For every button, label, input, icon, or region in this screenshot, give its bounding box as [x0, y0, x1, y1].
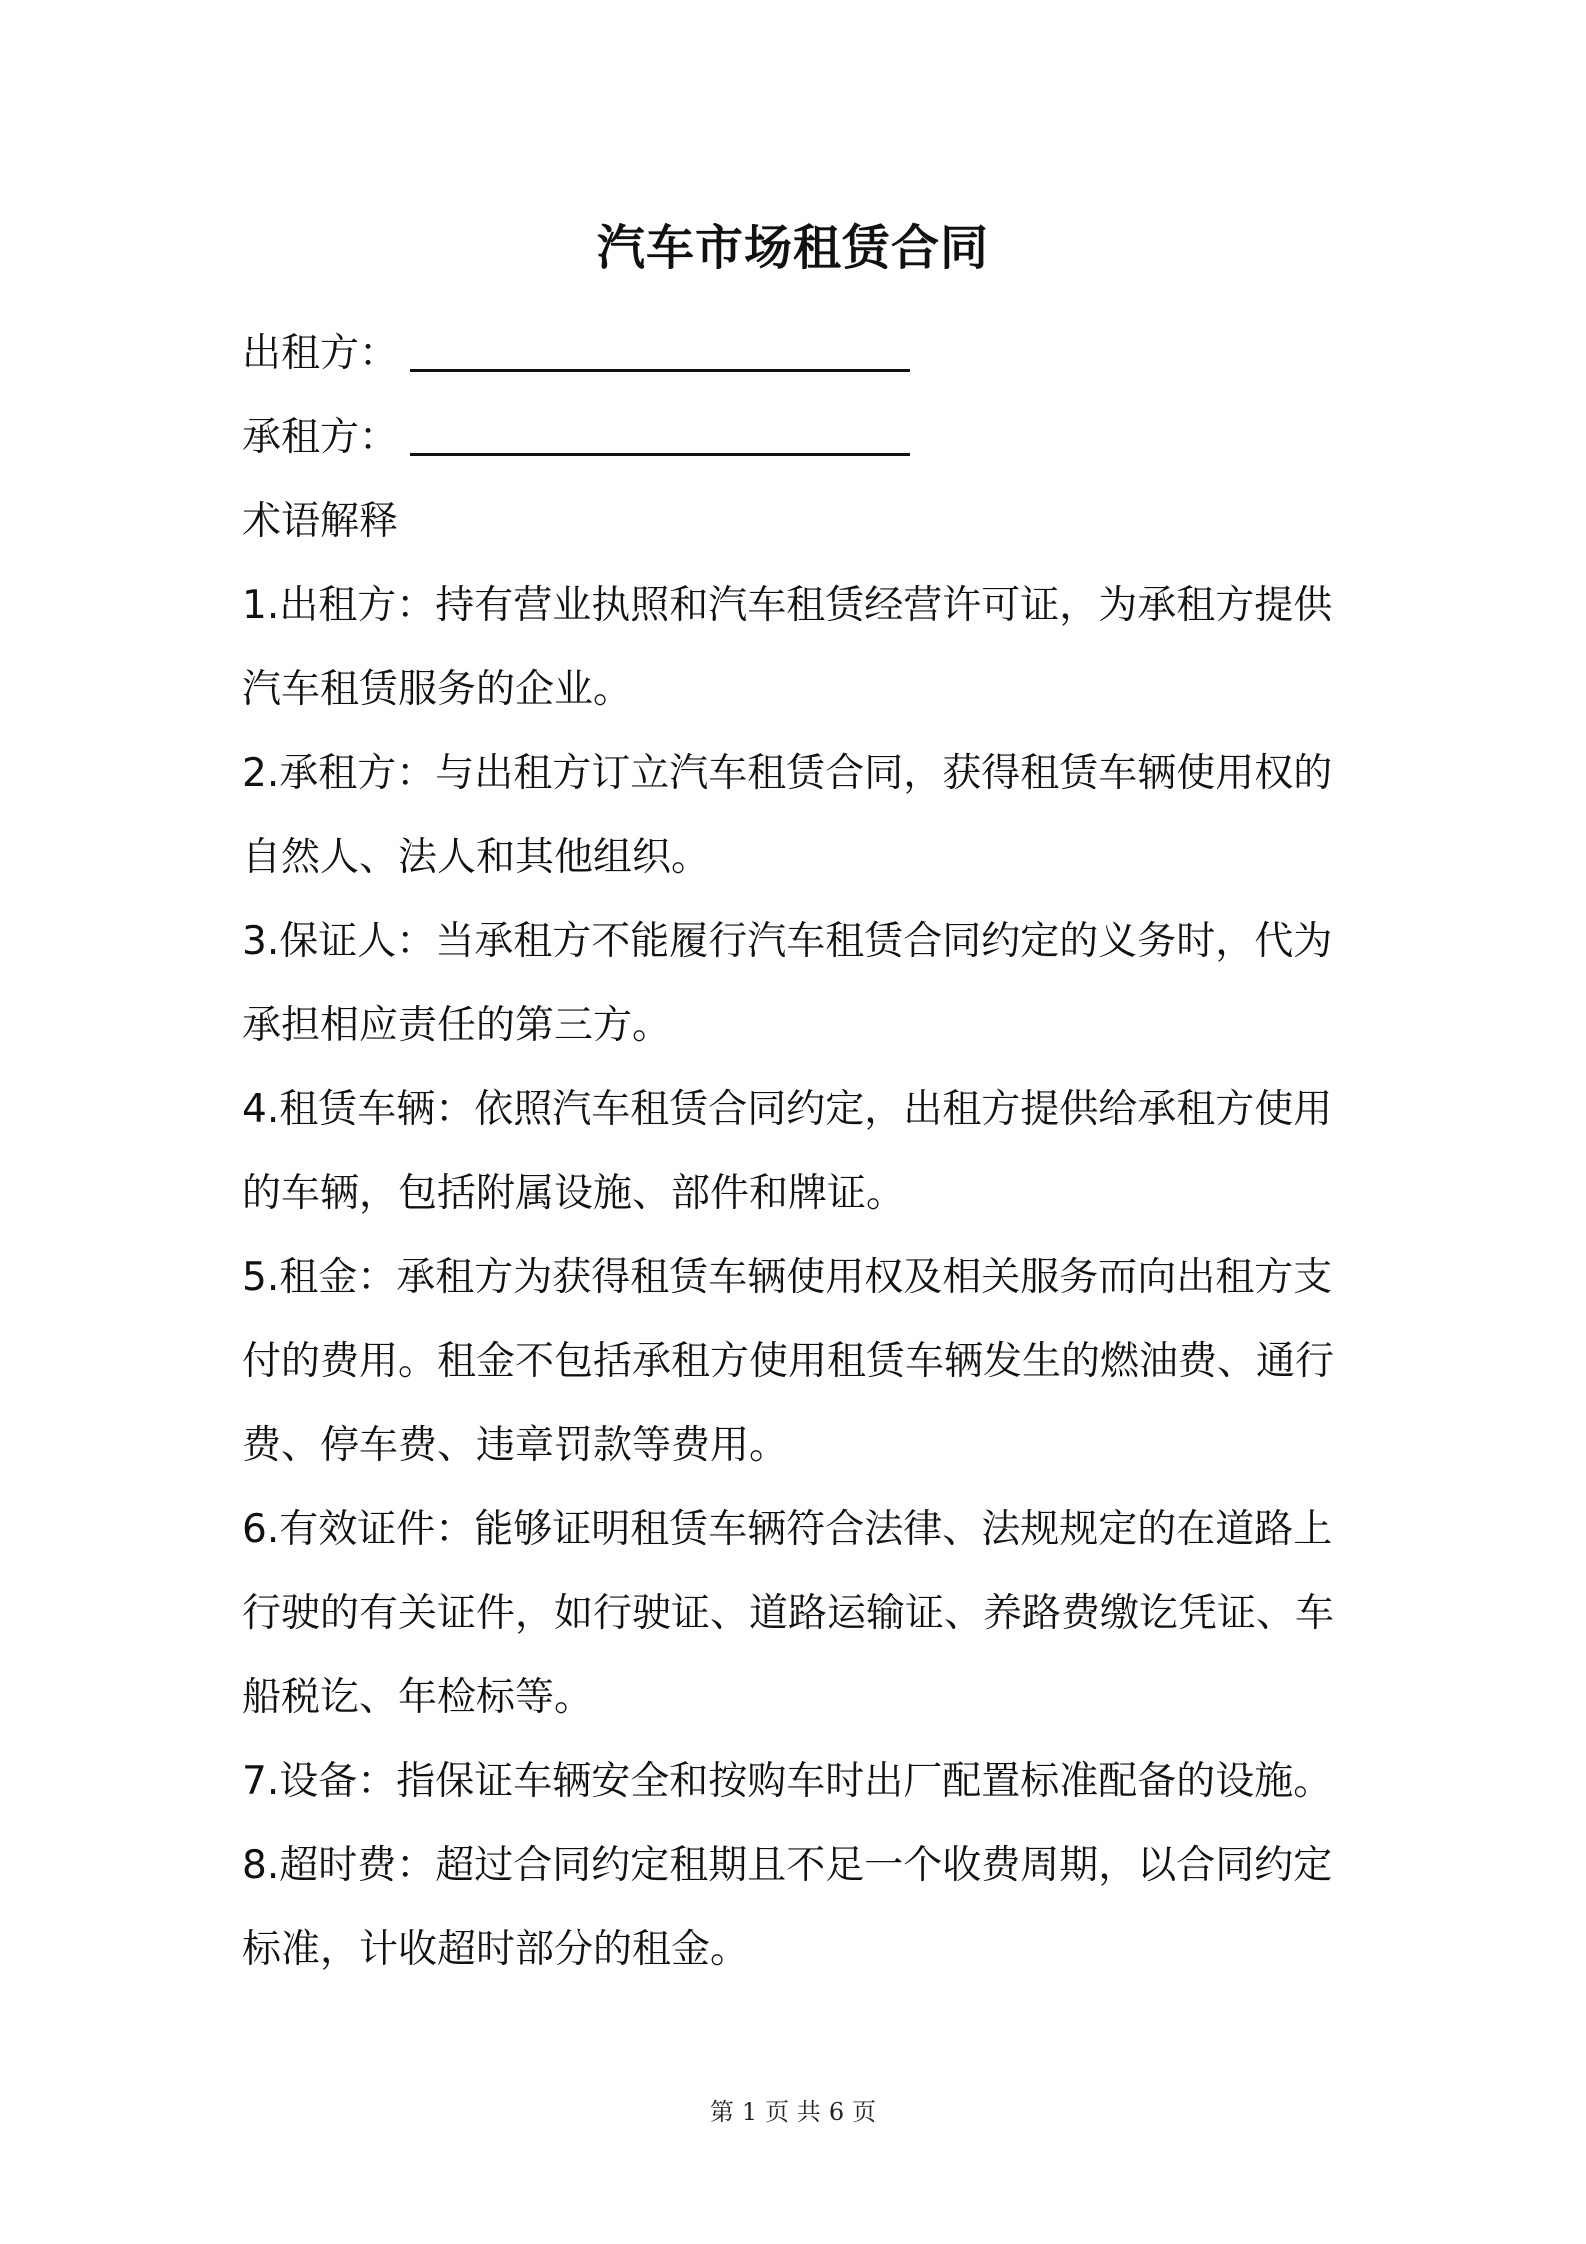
text-line-16: 8.超时费：超过合同约定租期且不足一个收费周期，以合同约定 [242, 1843, 1333, 1888]
text-line-14: 船税讫、年检标等。 [242, 1675, 594, 1720]
lessee-label: 承租方： [242, 415, 399, 460]
page-footer [0, 2092, 1586, 2132]
footer-page-number: 1 [741, 2098, 758, 2126]
text-line-17: 标准，计收超时部分的租金。 [242, 1927, 750, 1972]
text-line-10: 付的费用。租金不包括承租方使用租赁车辆发生的燃油费、通行 [242, 1339, 1335, 1384]
document-body [242, 312, 1362, 1992]
text-line-15: 7.设备：指保证车辆安全和按购车时出厂配置标准配备的设施。 [242, 1759, 1333, 1804]
footer-suffix: 页 [852, 2098, 877, 2126]
text-line-5: 3.保证人：当承租方不能履行汽车租赁合同约定的义务时，代为 [242, 919, 1333, 964]
document-title: 汽车市场租赁合同 [596, 220, 989, 276]
lessor-field [242, 312, 1362, 396]
text-line-9: 5.租金：承租方为获得租赁车辆使用权及相关服务而向出租方支 [242, 1255, 1333, 1300]
text-line-7: 4.租赁车辆：依照汽车租赁合同约定，出租方提供给承租方使用 [242, 1087, 1333, 1132]
text-line-4: 自然人、法人和其他组织。 [242, 835, 711, 880]
footer-middle: 页 共 [765, 2098, 821, 2126]
text-line-2: 汽车租赁服务的企业。 [242, 667, 633, 712]
lessor-blank [410, 319, 910, 372]
text-line-3: 2.承租方：与出租方订立汽车租赁合同，获得租赁车辆使用权的 [242, 751, 1333, 796]
text-line-11: 费、停车费、违章罚款等费用。 [242, 1423, 789, 1468]
lessee-field [242, 396, 1362, 480]
text-line-1: 1.出租方：持有营业执照和汽车租赁经营许可证，为承租方提供 [242, 583, 1333, 628]
footer-total-pages: 6 [828, 2098, 845, 2126]
text-line-13: 行驶的有关证件，如行驶证、道路运输证、养路费缴讫凭证、车 [242, 1591, 1335, 1636]
lessor-label: 出租方： [242, 331, 399, 376]
text-line-6: 承担相应责任的第三方。 [242, 1003, 672, 1048]
footer-prefix: 第 [709, 2098, 734, 2126]
terms-heading: 术语解释 [242, 499, 399, 544]
text-line-8: 的车辆，包括附属设施、部件和牌证。 [242, 1171, 906, 1216]
lessee-blank [410, 403, 910, 456]
text-line-12: 6.有效证件：能够证明租赁车辆符合法律、法规规定的在道路上 [242, 1507, 1333, 1552]
